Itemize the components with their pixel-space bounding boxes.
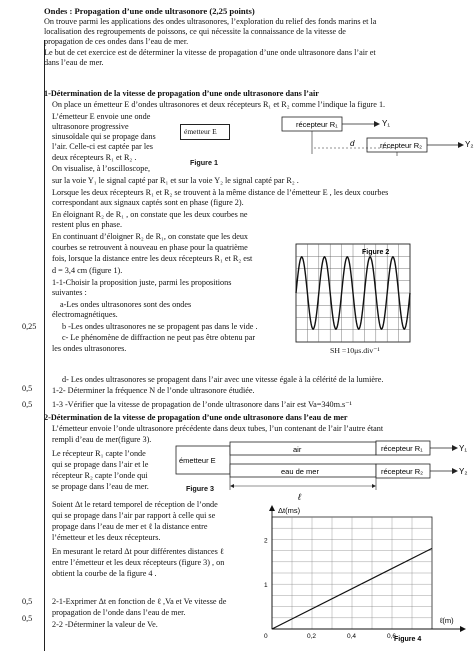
chart-title: Figure 4	[394, 636, 422, 643]
fig1-diagram	[262, 114, 472, 158]
fig2-oscilloscope	[296, 244, 472, 356]
fig3-r1-label: récepteur R₁	[381, 444, 423, 453]
points-q12: 0,5	[22, 384, 33, 393]
fig3-r2-label: récepteur R₂	[381, 467, 424, 476]
margin-line	[44, 40, 45, 651]
part2-line: propagation de l’onde dans l’eau de mer.	[52, 608, 186, 617]
part1-line: 1-3 -Vérifier que la vitesse de propagation de l’onde ultrasonore dans l’air est Va=340m.s⁻¹	[52, 400, 352, 409]
x-tick-label: 0,2	[307, 633, 317, 640]
part1-line: On place un émetteur E d’ondes ultrasonores et deux récepteurs R₁ et R₂ comme l’indique la figure 1.	[52, 100, 386, 109]
intro-line: Le but de cet exercice est de déterminer la vitesse de propagation d’une onde ultrasonore dans l’air et	[44, 48, 376, 57]
part1-line: restent plus en phase.	[52, 220, 123, 229]
fig1-emitter-box: émetteur E	[180, 124, 230, 140]
part1-line: 1-1-Choisir la proposition juste, parmi les propositions	[52, 278, 232, 287]
part2-line: 2-1-Exprimer Δt en fonction de ℓ ,Va et Ve vitesse de	[52, 597, 227, 606]
fig1-d-label: d	[350, 139, 355, 148]
fig1-r1-label: récepteur R₁	[296, 120, 338, 129]
y-tick-label: 1	[264, 582, 268, 590]
fig1-caption: Figure 1	[190, 158, 218, 167]
fig3-air-tube	[230, 442, 376, 455]
part1-line: l’air. Celle-ci est captée par les	[52, 142, 153, 151]
part2-line: Soient Δt le retard temporel de réception de l’onde	[52, 500, 218, 509]
exercise-title: Ondes : Propagation d’une onde ultrasonore (2,25 points)	[44, 6, 255, 16]
part1-line: L’émetteur E envoie une onde	[52, 112, 151, 121]
fig3-air-label: air	[293, 445, 302, 454]
part1-line: sur la voie Y₁ le signal capté par R₁ et sur la voie Y₂ le signal capté par R₂ .	[52, 176, 299, 185]
part2-line: récepteur R₂ capte l’onde qui	[52, 471, 148, 480]
part2-line: propage dans l’eau de mer et ℓ la distance entre	[52, 522, 208, 531]
fig3-caption: Figure 3	[186, 484, 214, 493]
part1-heading: 1-Détermination de la vitesse de propagation d’une onde ultrasonore dans l’air	[44, 89, 319, 98]
points-q11: 0,25	[22, 322, 37, 331]
part1-line: On visualise, à l’oscilloscope,	[52, 164, 151, 173]
part2-line: l’émetteur et les deux récepteurs.	[52, 533, 161, 542]
fig1-y2-label: Y₂	[465, 140, 474, 149]
part1-line: d- Les ondes ultrasonores se propagent dans l’air avec une vitesse égale à la célérité de la lumière.	[62, 375, 384, 384]
part1-line: courbes se retrouvent à nouveau en phase pour la quatrième	[52, 243, 248, 252]
part1-line: ultrasonore progressive	[52, 122, 129, 131]
part1-line: En éloignant R₂ de R₁ , on constate que les deux courbes ne	[52, 210, 248, 219]
part2-line: En mesurant le retard Δt pour différentes distances ℓ	[52, 547, 224, 556]
part2-line: rempli d’eau de mer(figure 3).	[52, 435, 152, 444]
intro-line: propagation de ces ondes dans l’eau de mer.	[44, 37, 189, 46]
part1-line: a-Les ondes ultrasonores sont des ondes	[60, 300, 192, 309]
intro-line: On trouve parmi les applications des ondes ultrasonores, l’exploration du relief des fonds marins et la	[44, 17, 377, 26]
fig2-caption: Figure 2	[362, 249, 390, 256]
part1-line: c- Le phénomène de diffraction ne peut pas être obtenu par	[62, 333, 256, 342]
intro-line: dans l’eau de mer.	[44, 58, 104, 67]
part1-line: sinusoïdale qui se propage dans	[52, 132, 156, 141]
part1-line: électromagnétiques.	[52, 310, 118, 319]
x-tick-label: 0,4	[347, 633, 357, 640]
points-q21: 0,5	[22, 597, 33, 606]
x-tick-label: 0,6	[387, 633, 397, 640]
part1-line: 1-2- Déterminer la fréquence N de l’onde ultrasonore étudiée.	[52, 386, 255, 395]
part1-line: fois, lorsque la distance entre les deux récepteurs R₁ et R₂ est	[52, 254, 253, 263]
part1-line: En continuant d’éloigner R₂ de R₁, on constate que les deux	[52, 232, 249, 241]
part2-line: qui se propage dans l’air et le	[52, 460, 149, 469]
part2-line: Le récepteur R₁ capte l’onde	[52, 449, 146, 458]
part2-line: entre l’émetteur et les deux récepteurs (figure 3) , on	[52, 558, 225, 567]
y-tick-label: 2	[264, 537, 268, 545]
part1-line: correspondant aux signaux captés sont en phase (figure 2).	[52, 198, 244, 207]
fig1-r2-label: récepteur R₂	[380, 141, 423, 150]
fig3-y1-label: Y₁	[459, 444, 468, 453]
x-axis-label: ℓ(m)	[440, 616, 454, 625]
part1-line: les ondes ultrasonores.	[52, 344, 127, 353]
part2-heading: 2-Détermination de la vitesse de propagation d’une onde ultrasonore dans l’eau de mer	[44, 413, 348, 422]
part2-line: L’émetteur envoie l’onde ultrasonore précédente dans deux tubes, l’un contenant de l’air l’autre étant	[52, 424, 384, 433]
part2-line: se propage dans l’eau de mer.	[52, 482, 149, 491]
x-tick-label: 0	[264, 633, 268, 640]
fig4-chart	[244, 503, 472, 646]
fig3-sea-label: eau de mer	[281, 467, 319, 476]
points-q22: 0,5	[22, 614, 33, 623]
fig2-sensitivity: SH =10μs.div⁻¹	[330, 346, 380, 355]
fig3-emitter-label: émetteur E	[179, 456, 216, 465]
part1-line: Lorsque les deux récepteurs R₁ et R₂ se trouvent à la même distance de l’émetteur E , les deux courbes	[52, 188, 389, 197]
fig1-y1-label: Y₁	[382, 119, 391, 128]
fig3-length-label: ℓ	[298, 492, 301, 502]
fig3-diagram	[176, 438, 472, 502]
intro-line: localisation des regroupements de poissons, ce qui nécessite la connaissance de la vitesse de	[44, 27, 346, 36]
points-q13: 0,5	[22, 400, 33, 409]
part1-line: d = 3,4 cm (figure 1).	[52, 266, 123, 275]
part2-line: obtient la courbe de la figure 4 .	[52, 569, 157, 578]
part1-line: suivantes :	[52, 288, 87, 297]
part1-line: deux récepteurs R₁ et R₂ .	[52, 153, 137, 162]
part2-line: 2-2 -Déterminer la valeur de Ve.	[52, 620, 158, 629]
fig3-y2-label: Y₂	[459, 467, 468, 476]
y-axis-label: Δt(ms)	[278, 506, 301, 515]
part1-line: b -Les ondes ultrasonores ne se propagent pas dans le vide .	[62, 322, 258, 331]
part2-line: qui se propage dans l’air par rapport à celle qui se	[52, 511, 216, 520]
